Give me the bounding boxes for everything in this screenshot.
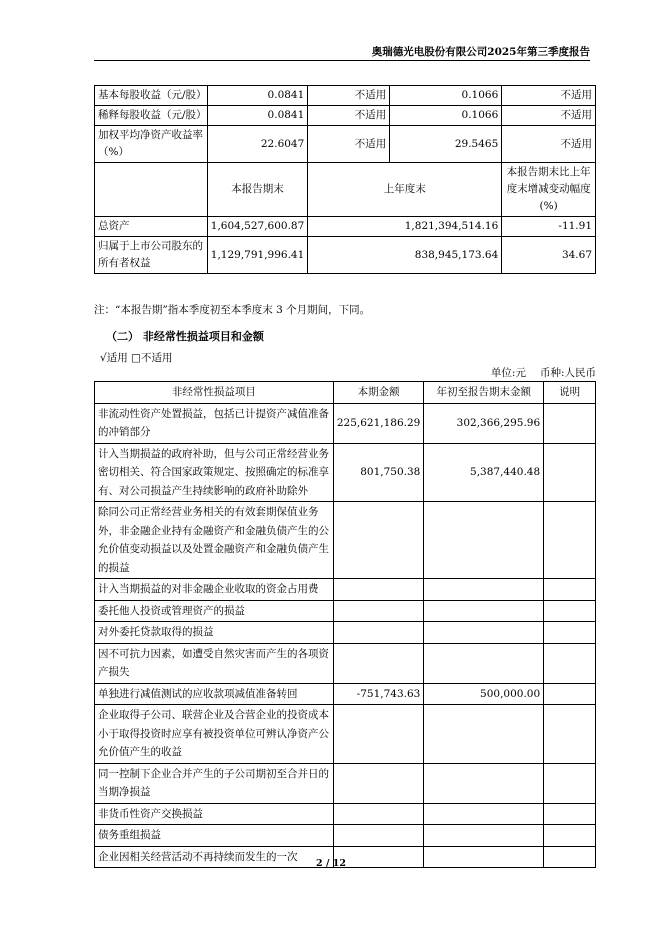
non-recurring-gains-table — [94, 381, 596, 868]
cell-value — [544, 763, 596, 803]
row-item-label: 计入当期损益的政府补助，但与公司正常经营业务密切相关、符合国家政策规定、按照确定的标准享有、对公司损益产生持续影响的政府补助除外 — [95, 443, 334, 502]
cell-value — [544, 683, 596, 705]
cell-value — [544, 803, 596, 825]
cell-value — [544, 579, 596, 601]
header-ytd: 年初至报告期末金额 — [424, 382, 544, 404]
row-item-label: 因不可抗力因素，如遭受自然灾害而产生的各项资产损失 — [95, 643, 334, 683]
row-label: 基本每股收益（元/股） — [95, 86, 208, 106]
table-row — [95, 622, 596, 644]
financial-indicators-table — [94, 85, 596, 274]
blank-cell — [95, 163, 208, 217]
cell-value — [544, 443, 596, 502]
cell-value: 5,387,440.48 — [424, 443, 544, 502]
cell-value: 不适用 — [502, 86, 596, 106]
subheader-prior-year-end: 上年度末 — [308, 163, 502, 217]
cell-value: 不适用 — [502, 106, 596, 126]
cell-value — [424, 825, 544, 847]
cell-value: 0.1066 — [390, 106, 502, 126]
cell-value: 0.0841 — [207, 86, 308, 106]
cell-value — [544, 825, 596, 847]
row-item-label: 除同公司正常经营业务相关的有效套期保值业务外，非金融企业持有金融资产和金融负债产生的公允价值变动损益以及处置金融资产和金融负债产生的损益 — [95, 502, 334, 579]
cell-value — [333, 763, 424, 803]
row-item-label: 同一控制下企业合并产生的子公司期初至合并日的当期净损益 — [95, 763, 334, 803]
row-item-label: 计入当期损益的对非金融企业收取的资金占用费 — [95, 579, 334, 601]
cell-value: 838,945,173.64 — [308, 237, 502, 274]
cell-value — [544, 622, 596, 644]
table-row — [95, 579, 596, 601]
row-item-label: 单独进行减值测试的应收款项减值准备转回 — [95, 683, 334, 705]
cell-value — [424, 502, 544, 579]
page-number: 2 / 12 — [316, 858, 346, 869]
row-item-label: 企业因相关经营活动不再持续而发生的一次 — [95, 846, 334, 868]
table-header-row — [95, 382, 596, 404]
table-row — [95, 86, 596, 106]
cell-value — [424, 622, 544, 644]
table-row — [95, 825, 596, 847]
cell-value — [333, 600, 424, 622]
row-label: 总资产 — [95, 217, 208, 237]
cell-value — [424, 579, 544, 601]
report-header-title: 奥瑞德光电股份有限公司2025年第三季度报告 — [371, 46, 590, 58]
cell-value — [544, 643, 596, 683]
cell-value: 801,750.38 — [333, 443, 424, 502]
row-item-label: 委托他人投资或管理资产的损益 — [95, 600, 334, 622]
subheader-row — [95, 163, 596, 217]
unit-label: 单位:元 — [490, 367, 526, 379]
header-current: 本期金额 — [333, 382, 424, 404]
row-item-label: 企业取得子公司、联营企业及合营企业的投资成本小于取得投资时应享有被投资单位可辨认净资产公允价值产生的收益 — [95, 705, 334, 764]
cell-value: 不适用 — [502, 126, 596, 163]
cell-value — [544, 600, 596, 622]
row-item-label: 债务重组损益 — [95, 825, 334, 847]
table-row — [95, 763, 596, 803]
cell-value: 不适用 — [308, 106, 390, 126]
cell-value: 不适用 — [308, 126, 390, 163]
subheader-change-pct: 本报告期末比上年度末增减变动幅度(%) — [502, 163, 596, 217]
section-title: （二） 非经常性损益项目和金额 — [106, 330, 264, 343]
applicability-checkbox-line: √适用 □不适用 — [100, 352, 173, 364]
table-row — [95, 126, 596, 163]
cell-value: 22.6047 — [207, 126, 308, 163]
cell-value — [424, 643, 544, 683]
cell-value: 1,604,527,600.87 — [207, 217, 308, 237]
cell-value — [333, 643, 424, 683]
table-row — [95, 443, 596, 502]
subheader-period-end: 本报告期末 — [207, 163, 308, 217]
header-divider — [94, 60, 590, 61]
table-row — [95, 403, 596, 443]
cell-value — [333, 825, 424, 847]
row-label: 稀释每股收益（元/股） — [95, 106, 208, 126]
cell-value — [424, 705, 544, 764]
cell-value: 不适用 — [308, 86, 390, 106]
cell-value — [333, 579, 424, 601]
unit-line — [477, 365, 596, 380]
cell-value: 302,366,295.96 — [424, 403, 544, 443]
table-row — [95, 237, 596, 274]
cell-value: 1,129,791,996.41 — [207, 237, 308, 274]
cell-value — [333, 803, 424, 825]
cell-value — [333, 622, 424, 644]
cell-value: 34.67 — [502, 237, 596, 274]
row-label: 归属于上市公司股东的所有者权益 — [95, 237, 208, 274]
cell-value: 0.0841 — [207, 106, 308, 126]
header-item: 非经常性损益项目 — [95, 382, 334, 404]
table-row — [95, 106, 596, 126]
cell-value — [544, 705, 596, 764]
table-row — [95, 217, 596, 237]
cell-value — [333, 502, 424, 579]
cell-value: 225,621,186.29 — [333, 403, 424, 443]
header-explanation: 说明 — [544, 382, 596, 404]
cell-value: 0.1066 — [390, 86, 502, 106]
cell-value — [424, 763, 544, 803]
table-row — [95, 803, 596, 825]
row-item-label: 非货币性资产交换损益 — [95, 803, 334, 825]
cell-value: 1,821,394,514.16 — [308, 217, 502, 237]
cell-value — [424, 803, 544, 825]
table-row — [95, 600, 596, 622]
row-item-label: 非流动性资产处置损益，包括已计提资产减值准备的冲销部分 — [95, 403, 334, 443]
cell-value — [544, 502, 596, 579]
table-row — [95, 705, 596, 764]
table-row — [95, 643, 596, 683]
cell-value: 500,000.00 — [424, 683, 544, 705]
cell-value: -751,743.63 — [333, 683, 424, 705]
cell-value: -11.91 — [502, 217, 596, 237]
table-row — [95, 502, 596, 579]
currency-label: 币种:人民币 — [539, 367, 596, 379]
row-label: 加权平均净资产收益率（%） — [95, 126, 208, 163]
cell-value — [424, 600, 544, 622]
row-item-label: 对外委托贷款取得的损益 — [95, 622, 334, 644]
cell-value: 29.5465 — [390, 126, 502, 163]
cell-value — [333, 705, 424, 764]
cell-value — [544, 403, 596, 443]
table-row — [95, 683, 596, 705]
table-note: 注：“本报告期”指本季度初至本季度末 3 个月期间，下同。 — [94, 304, 371, 316]
